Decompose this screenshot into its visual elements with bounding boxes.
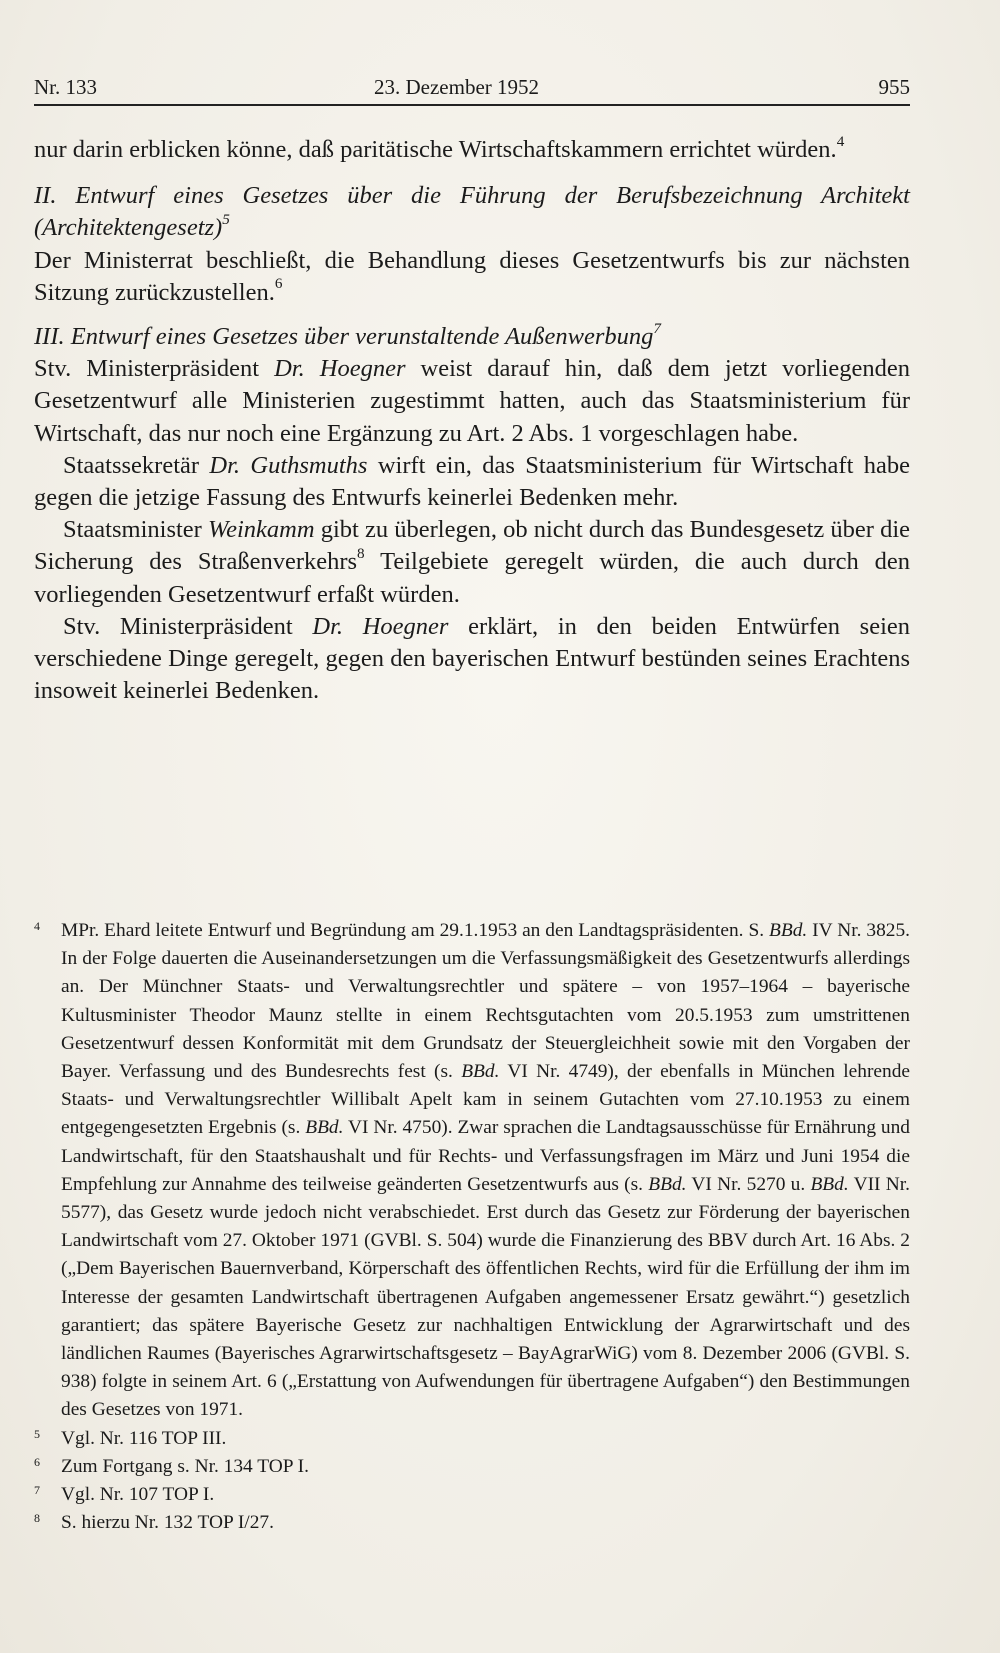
footnotes [34, 917, 910, 1537]
section-heading-ii [34, 180, 910, 244]
paragraph-decision [34, 245, 910, 309]
heading-text: II. Entwurf eines Gesetzes über die Führung der Berufsbezeichnung Architekt (Architektengesetz) [34, 182, 910, 242]
footnote-ref-6: 6 [274, 275, 283, 293]
paragraph-hoegner-1 [34, 353, 910, 450]
footnote-number: 8 [34, 1511, 40, 1526]
footnote-ref-8: 8 [357, 545, 365, 563]
section-heading-iii [34, 321, 910, 353]
paragraph-hoegner-2 [34, 611, 910, 708]
speaker-name: Dr. Hoegner [274, 355, 406, 383]
running-header [34, 72, 910, 102]
paragraph-continuation [34, 134, 910, 166]
footnote-5 [34, 1425, 910, 1453]
footnote-text: Vgl. Nr. 107 TOP I. [61, 1484, 215, 1506]
paragraph-text: Teilgebiete geregelt würden, die auch durch den vorliegenden Gesetzentwurf erfaßt würden. [34, 548, 910, 608]
footnote-4 [34, 917, 910, 1425]
footnote-ref-7: 7 [653, 319, 662, 337]
footnote-number: 7 [34, 1483, 40, 1498]
paragraph-text: wirft ein, das Staatsministerium für Wirtschaft habe gegen die jetzige Fassung des Entwurfs keinerlei Bedenken mehr. [34, 451, 910, 512]
footnote-ref-4: 4 [836, 132, 845, 150]
paragraph-weinkamm [34, 514, 910, 611]
speaker-title: Stv. Ministerpräsident [63, 612, 313, 640]
footnote-text: VI Nr. 5270 u. [686, 1173, 811, 1195]
footnote-text: Zum Fortgang s. Nr. 134 TOP I. [61, 1455, 309, 1477]
footnote-number: 6 [34, 1454, 40, 1469]
footnote-text: S. hierzu Nr. 132 TOP I/27. [61, 1512, 274, 1534]
footnote-text: VI Nr. 4749), der ebenfalls in München lehrende Staats- und Verwaltungsrechtler Willibalt Apelt kam in seinem Gutachten vom 27.10.1953 zu einem entgegengesetzten Ergebnis (s. [61, 1061, 911, 1139]
speaker-name: Dr. Hoegner [312, 612, 449, 640]
paragraph-text: nur darin erblicken könne, daß paritätische Wirtschaftskammern errichtet würden. [34, 136, 837, 163]
footnote-text: Vgl. Nr. 116 TOP III. [61, 1427, 227, 1449]
footnote-6 [34, 1453, 910, 1481]
footnote-citation: BBd. [305, 1117, 344, 1139]
header-date: 23. Dezember 1952 [374, 75, 540, 99]
speaker-title: Stv. Ministerpräsident [34, 355, 275, 383]
speaker-title: Staatsminister [63, 516, 208, 544]
footnote-7 [34, 1481, 910, 1509]
paragraph-text: gibt zu überlegen, ob nicht durch das Bundesgesetz über die Sicherung des Straßenverkehrs [34, 516, 911, 576]
footnote-citation: BBd. [461, 1061, 500, 1083]
footnote-citation: BBd. [648, 1173, 687, 1195]
footnote-citation: BBd. [810, 1173, 849, 1195]
speaker-title: Staatssekretär [63, 451, 210, 479]
footnote-text: IV Nr. 3825. In der Folge dauerten die Auseinandersetzungen um die Verfassungsmäßigkeit des Gesetzentwurfs allerdings an. Der Münchner Staats- und Verwaltungsrechtler und spätere – von 1957–1964 – bayerische Kultusminister Theodor Maunz stellte in einem Rechtsgutachten vom 20.5.1953 zum umstrittenen Gesetzentwurf dessen Konformität mit dem Grundsatz der Steuergleichheit sowie mit den Vorgaben der Bayer. Verfassung und des Bundesrechts fest (s. [61, 920, 911, 1083]
page-number: 955 [878, 75, 910, 99]
speaker-name: Dr. Guthsmuths [209, 451, 368, 479]
footnote-text: MPr. Ehard leitete Entwurf und Begründung am 29.1.1953 an den Landtagspräsidenten. S. [61, 920, 770, 941]
footnote-text: VII Nr. 5577), das Gesetz wurde jedoch nicht verabschiedet. Erst durch das Gesetz zur Förderung der bayerischen Landwirtschaft vom 27. Oktober 1971 (GVBl. S. 504) wurde die Finanzierung des BBV durch Art. 16 Abs. 2 („Dem Bayerischen Bauernverband, Körperschaft des öffentlichen Rechts, wird für die Erfüllung der ihm im Interesse der gesamten Landwirtschaft übertragenen Aufgaben angemessener Ersatz gewährt.“) gesetzlich garantiert; das spätere Bayerische Gesetz zur nachhaltigen Entwicklung der Agrarwirtschaft und des ländlichen Raumes (Bayerisches Agrarwirtschaftsgesetz – BayAgrarWiG) vom 8. Dezember 2006 (GVBl. S. 938) folgte in seinem Art. 6 („Erstattung von Aufwendungen für übertragene Aufgaben“) den Bestimmungen des Gesetzes von 1971. [61, 1173, 910, 1421]
heading-text: III. Entwurf eines Gesetzes über verunstaltende Außenwerbung [34, 323, 654, 351]
footnote-number: 5 [34, 1426, 40, 1441]
footnote-ref-5: 5 [222, 210, 230, 228]
header-rule [34, 104, 910, 106]
paragraph-text: erklärt, in den beiden Entwürfen seien verschiedene Dinge geregelt, gegen den bayerischen Entwurf bestünden seines Erachtens insoweit keinerlei Bedenken. [34, 612, 910, 705]
speaker-name: Weinkamm [207, 516, 315, 544]
paragraph-text: weist darauf hin, daß dem jetzt vorliegenden Gesetzentwurf alle Ministerien zugestimmt hatten, auch das Staatsministerium für Wirtschaft, das nur noch eine Ergänzung zu Art. 2 Abs. 1 vorgeschlagen habe. [34, 355, 910, 447]
main-text [34, 134, 910, 707]
paragraph-guthsmuths [34, 450, 910, 514]
paragraph-text: Der Ministerrat beschließt, die Behandlung dieses Gesetzentwurfs bis zur nächsten Sitzung zurückzustellen. [34, 246, 910, 306]
footnote-8 [34, 1509, 910, 1537]
header-issue-number: Nr. 133 [34, 75, 97, 99]
footnote-number: 4 [34, 919, 40, 933]
footnote-text: VI Nr. 4750). Zwar sprachen die Landtagsausschüsse für Ernährung und Landwirtschaft, für den Staatshaushalt und für Rechts- und Verfassungsfragen im März und Juni 1954 die Empfehlung zur Annahme des teilweise geänderten Gesetzentwurfs aus (s. [61, 1117, 911, 1195]
footnote-citation: BBd. [769, 920, 808, 941]
